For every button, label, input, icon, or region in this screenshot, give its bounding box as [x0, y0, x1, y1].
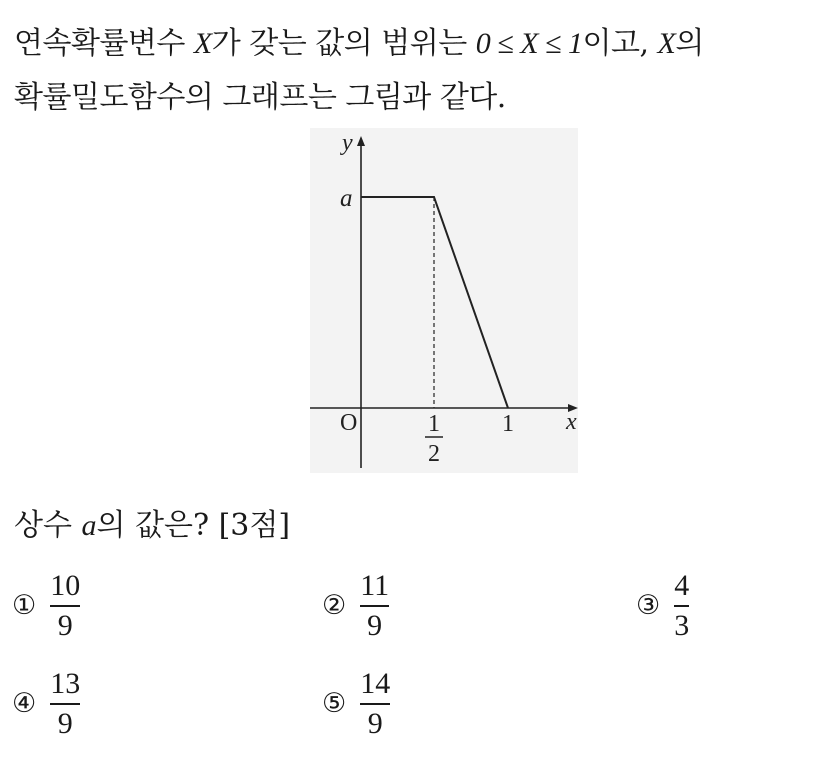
problem-line-2: 확률밀도함수의 그래프는 그림과 같다. — [14, 80, 506, 115]
half-numerator: 1 — [428, 411, 440, 437]
variable-a: a — [81, 509, 97, 542]
fraction-bar — [360, 703, 390, 705]
one-label: 1 — [502, 411, 514, 437]
denominator: 9 — [57, 608, 73, 642]
problem-text: 의 — [675, 26, 704, 61]
problem-line-1 — [14, 18, 704, 62]
fraction-bar — [674, 605, 689, 607]
choice-3[interactable] — [636, 570, 689, 641]
choice-fraction — [360, 570, 389, 641]
denominator: 3 — [674, 608, 690, 642]
choice-fraction — [50, 570, 80, 641]
origin-label: O — [340, 410, 358, 436]
numerator: 4 — [674, 569, 690, 602]
pdf-graph — [310, 128, 590, 473]
fraction-bar — [50, 605, 80, 607]
fraction-bar — [50, 703, 80, 705]
choice-fraction — [50, 668, 80, 739]
choice-marker: ① — [12, 590, 37, 621]
half-denominator: 2 — [428, 441, 440, 467]
denominator: 9 — [57, 706, 73, 740]
a-label: a — [340, 185, 353, 212]
problem-text: 연속확률변수 — [14, 26, 194, 61]
choice-marker: ③ — [636, 590, 661, 621]
variable-x: X — [193, 27, 212, 60]
numerator: 10 — [50, 569, 81, 602]
numerator: 13 — [50, 667, 81, 700]
problem-text: 이고, — [582, 26, 658, 61]
range-expression: 0 ≤ X ≤ 1 — [475, 27, 583, 60]
choice-5[interactable] — [322, 668, 390, 739]
question-text: 상수 — [14, 508, 82, 543]
choice-4[interactable] — [12, 668, 80, 739]
choice-fraction — [360, 668, 390, 739]
problem-text: 가 갖는 값의 범위는 — [211, 26, 476, 61]
question — [14, 500, 290, 544]
x-axis-label: x — [566, 409, 577, 435]
denominator: 9 — [367, 706, 383, 740]
y-axis-label: y — [342, 130, 353, 156]
choice-fraction — [674, 570, 689, 641]
denominator: 9 — [367, 608, 383, 642]
choice-1[interactable] — [12, 570, 80, 641]
choice-marker: ⑤ — [322, 688, 347, 719]
choice-marker: ② — [322, 590, 347, 621]
numerator: 11 — [360, 569, 390, 602]
choice-marker: ④ — [12, 688, 37, 719]
choice-2[interactable] — [322, 570, 389, 641]
question-text: 의 값은? [3점] — [96, 508, 291, 543]
variable-x: X — [657, 27, 676, 60]
numerator: 14 — [360, 667, 391, 700]
fraction-bar — [360, 605, 389, 607]
